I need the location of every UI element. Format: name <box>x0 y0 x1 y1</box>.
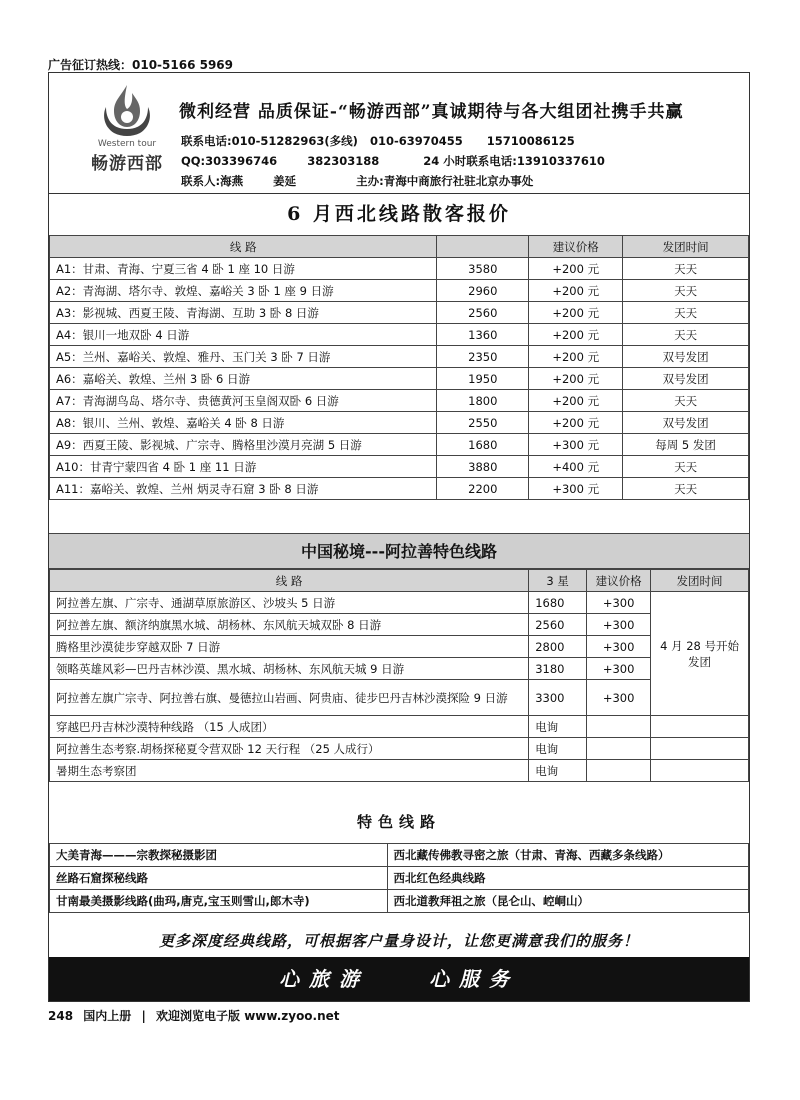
contact-qq <box>181 153 605 169</box>
contact-1: 海燕 <box>220 174 244 188</box>
footer-text: 欢迎浏览电子版 www.zyoo.net <box>156 1009 340 1023</box>
header-schedule: 发团时间 <box>623 236 749 258</box>
route-cell: 阿拉善左旗、额济纳旗黑水城、胡杨林、东风航天城双卧 8 日游 <box>50 614 529 636</box>
route-cell: 阿拉善左旗广宗寺、阿拉善右旗、曼德拉山岩画、阿贵庙、徒步巴丹吉林沙漠探险 9 日游 <box>50 680 529 716</box>
schedule-cell: 天天 <box>623 478 749 500</box>
schedule-cell <box>651 716 749 738</box>
special-route-cell: 丝路石窟探秘线路 <box>50 867 388 890</box>
northwest-price-table <box>49 235 749 500</box>
route-cell: 阿拉善生态考察.胡杨探秘夏令营双卧 12 天行程 （25 人成行） <box>50 738 529 760</box>
header-price: 3 星 <box>529 570 587 592</box>
price-cell: 1680 <box>529 592 587 614</box>
table-header-row <box>50 570 749 592</box>
price-cell: 电询 <box>529 760 587 782</box>
service-banner: 心旅游 心服务 <box>49 957 749 1001</box>
table-row <box>50 760 749 782</box>
route-cell: 阿拉善左旗、广宗寺、通湖草原旅游区、沙坡头 5 日游 <box>50 592 529 614</box>
route-cell: 穿越巴丹吉林沙漠特种线路 （15 人成团） <box>50 716 529 738</box>
schedule-cell: 天天 <box>623 324 749 346</box>
route-cell: A3：影视城、西夏王陵、青海湖、互助 3 卧 8 日游 <box>50 302 437 324</box>
price-cell: 3180 <box>529 658 587 680</box>
phone-3: 15710086125 <box>486 134 575 148</box>
special-route-cell: 西北红色经典线路 <box>387 867 748 890</box>
price-cell: 电询 <box>529 738 587 760</box>
suggest-cell: +300 <box>587 592 651 614</box>
slogan: 微利经营 品质保证-“畅游西部”真诚期待与各大组团社携手共赢 <box>179 102 684 122</box>
suggest-cell: +200 元 <box>529 346 623 368</box>
suggest-cell: +300 元 <box>529 478 623 500</box>
route-cell: A10：甘青宁蒙四省 4 卧 1 座 11 日游 <box>50 456 437 478</box>
special-routes-table <box>49 843 749 913</box>
price-cell: 2350 <box>437 346 529 368</box>
table-row <box>50 302 749 324</box>
suggest-cell: +200 元 <box>529 412 623 434</box>
suggest-cell: +300 元 <box>529 434 623 456</box>
suggest-cell <box>587 760 651 782</box>
header-schedule: 发团时间 <box>651 570 749 592</box>
suggest-cell: +300 <box>587 636 651 658</box>
table-row <box>50 324 749 346</box>
special-route-cell: 西北道教拜祖之旅（昆仑山、崆峒山） <box>387 890 748 913</box>
header-price <box>437 236 529 258</box>
schedule-cell: 天天 <box>623 456 749 478</box>
route-cell: A8：银川、兰州、敦煌、嘉峪关 4 卧 8 日游 <box>50 412 437 434</box>
suggest-cell: +300 <box>587 680 651 716</box>
logo-chinese-text: 畅游西部 <box>91 154 163 174</box>
contact-people <box>181 173 533 189</box>
table-row <box>50 434 749 456</box>
schedule-cell: 4 月 28 号开始发团 <box>651 592 749 716</box>
route-cell: A6：嘉峪关、敦煌、兰州 3 卧 6 日游 <box>50 368 437 390</box>
schedule-cell: 双号发团 <box>623 412 749 434</box>
logo <box>67 81 187 189</box>
table-row <box>50 890 749 913</box>
page-title: 6 月西北线路散客报价 <box>49 193 749 236</box>
suggest-cell <box>587 716 651 738</box>
schedule-cell: 双号发团 <box>623 346 749 368</box>
table-row <box>50 592 749 614</box>
schedule-cell <box>651 760 749 782</box>
route-cell: A1：甘肃、青海、宁夏三省 4 卧 1 座 10 日游 <box>50 258 437 280</box>
phone-label: 联系电话: <box>181 134 232 148</box>
suggest-cell: +300 <box>587 658 651 680</box>
table-row <box>50 456 749 478</box>
suggest-cell: +300 <box>587 614 651 636</box>
header-route: 线 路 <box>50 570 529 592</box>
page-number: 248 <box>48 1009 74 1023</box>
schedule-cell: 天天 <box>623 390 749 412</box>
price-cell: 电询 <box>529 716 587 738</box>
table-row <box>50 280 749 302</box>
suggest-cell: +200 元 <box>529 280 623 302</box>
page-frame <box>48 72 750 1002</box>
route-cell: 腾格里沙漠徒步穿越双卧 7 日游 <box>50 636 529 658</box>
table-row <box>50 680 749 716</box>
schedule-cell: 天天 <box>623 302 749 324</box>
special-route-cell: 甘南最美摄影线路(曲玛,唐克,宝玉则雪山,郎木寺) <box>50 890 388 913</box>
table-row <box>50 478 749 500</box>
contact-2: 姜延 <box>273 174 297 188</box>
table-row <box>50 258 749 280</box>
table-row <box>50 867 749 890</box>
route-cell: 暑期生态考察团 <box>50 760 529 782</box>
table-row <box>50 346 749 368</box>
special-routes-title: 特色线路 <box>356 813 441 831</box>
route-cell: A2：青海湖、塔尔寺、敦煌、嘉峪关 3 卧 1 座 9 日游 <box>50 280 437 302</box>
price-cell: 1680 <box>437 434 529 456</box>
schedule-cell: 天天 <box>623 258 749 280</box>
contact-label: 联系人: <box>181 174 221 188</box>
footer-section: 国内上册 <box>83 1009 132 1023</box>
logo-english-text: Western tour <box>97 139 157 149</box>
table-row <box>50 658 749 680</box>
header-suggest: 建议价格 <box>529 236 623 258</box>
qq-label: QQ: <box>181 154 206 168</box>
table-row <box>50 716 749 738</box>
flame-logo-icon <box>92 81 162 141</box>
phone-2: 010-63970455 <box>369 134 463 148</box>
table-row <box>50 636 749 658</box>
price-cell: 2560 <box>529 614 587 636</box>
suggest-cell <box>587 738 651 760</box>
hotline-24h: 24 小时联系电话:13910337610 <box>423 154 605 168</box>
suggest-cell: +200 元 <box>529 324 623 346</box>
route-cell: A9：西夏王陵、影视城、广宗寺、腾格里沙漠月亮湖 5 日游 <box>50 434 437 456</box>
ad-hotline: 广告征订热线：010-5166 5969 <box>48 58 234 72</box>
table-row <box>50 412 749 434</box>
footer-separator: | <box>141 1009 146 1023</box>
organizer: 主办:青海中商旅行社驻北京办事处 <box>356 174 534 188</box>
alxa-section-title: 中国秘境---阿拉善特色线路 <box>49 533 749 569</box>
qq-1: 303396746 <box>205 154 278 168</box>
price-cell: 2960 <box>437 280 529 302</box>
agency-header <box>49 73 749 194</box>
price-cell: 1950 <box>437 368 529 390</box>
price-cell: 3880 <box>437 456 529 478</box>
price-cell: 2800 <box>529 636 587 658</box>
price-cell: 3300 <box>529 680 587 716</box>
contact-phones <box>181 133 575 149</box>
table-header-row <box>50 236 749 258</box>
page-footer <box>48 1007 340 1024</box>
schedule-cell <box>651 738 749 760</box>
special-route-cell: 大美青海———宗教探秘摄影团 <box>50 844 388 867</box>
table-row <box>50 844 749 867</box>
suggest-cell: +200 元 <box>529 302 623 324</box>
suggest-cell: +200 元 <box>529 258 623 280</box>
price-cell: 2200 <box>437 478 529 500</box>
bottom-message: 更多深度经典线路，可根据客户量身设计，让您更满意我们的服务！ <box>158 932 639 950</box>
price-cell: 2550 <box>437 412 529 434</box>
qq-2: 382303188 <box>307 154 380 168</box>
table-row <box>50 614 749 636</box>
route-cell: A4：银川一地双卧 4 日游 <box>50 324 437 346</box>
price-cell: 1360 <box>437 324 529 346</box>
suggest-cell: +200 元 <box>529 390 623 412</box>
route-cell: 领略英雄风彩—巴丹吉林沙漠、黑水城、胡杨林、东风航天城 9 日游 <box>50 658 529 680</box>
alxa-price-table <box>49 569 749 782</box>
schedule-cell: 每周 5 发团 <box>623 434 749 456</box>
route-cell: A5：兰州、嘉峪关、敦煌、雅丹、玉门关 3 卧 7 日游 <box>50 346 437 368</box>
table-row <box>50 738 749 760</box>
route-cell: A11：嘉峪关、敦煌、兰州 炳灵寺石窟 3 卧 8 日游 <box>50 478 437 500</box>
header-route: 线 路 <box>50 236 437 258</box>
schedule-cell: 天天 <box>623 280 749 302</box>
price-cell: 1800 <box>437 390 529 412</box>
phone-1: 010-51282963(多线) <box>231 134 358 148</box>
route-cell: A7：青海湖鸟岛、塔尔寺、贵德黄河玉皇阁双卧 6 日游 <box>50 390 437 412</box>
price-cell: 2560 <box>437 302 529 324</box>
table-row <box>50 390 749 412</box>
price-cell: 3580 <box>437 258 529 280</box>
suggest-cell: +200 元 <box>529 368 623 390</box>
schedule-cell: 双号发团 <box>623 368 749 390</box>
suggest-cell: +400 元 <box>529 456 623 478</box>
table-row <box>50 368 749 390</box>
header-suggest: 建议价格 <box>587 570 651 592</box>
special-route-cell: 西北藏传佛教寻密之旅（甘肃、青海、西藏多条线路） <box>387 844 748 867</box>
